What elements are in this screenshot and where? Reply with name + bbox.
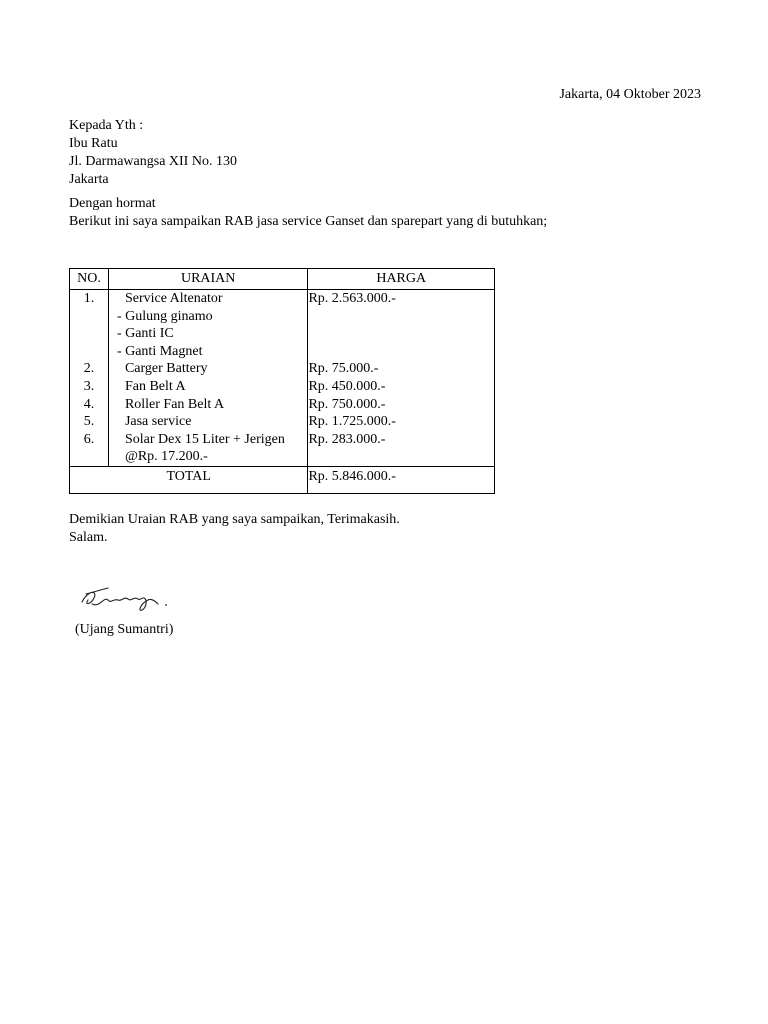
total-value: Rp. 5.846.000.-: [308, 466, 495, 493]
recipient-address: Jl. Darmawangsa XII No. 130: [69, 154, 237, 169]
letter-date: Jakarta, 04 Oktober 2023: [559, 87, 701, 102]
total-label: TOTAL: [70, 466, 308, 493]
item-no: 6.: [83, 431, 95, 447]
item-harga: Rp. 75.000.-: [308, 361, 379, 377]
rab-table: [69, 268, 495, 494]
item-harga: Rp. 750.000.-: [308, 396, 386, 412]
recipient-name: Ibu Ratu: [69, 136, 118, 151]
item-uraian: Carger Battery: [124, 361, 208, 377]
item-harga: Rp. 450.000.-: [308, 378, 386, 394]
header-no: NO.: [70, 269, 109, 290]
header-uraian: URAIAN: [108, 269, 308, 290]
item-harga: Rp. 2.563.000.-: [308, 291, 396, 306]
item-sub-uraian: - Ganti IC: [116, 326, 174, 342]
harga-column: [308, 290, 495, 467]
signer-name: (Ujang Sumantri): [75, 622, 174, 637]
table-header-row: [70, 269, 495, 290]
item-no: 1.: [83, 291, 95, 306]
item-no: 5.: [83, 414, 95, 430]
item-uraian: Roller Fan Belt A: [124, 396, 225, 412]
recipient-city: Jakarta: [69, 172, 109, 187]
item-sub-uraian: - Gulung ginamo: [116, 308, 213, 324]
item-uraian-continued: @Rp. 17.200.-: [124, 449, 208, 465]
closing-block: [69, 511, 400, 547]
recipient-block: [69, 117, 237, 189]
item-harga: Rp. 1.725.000.-: [308, 414, 396, 430]
header-harga: HARGA: [308, 269, 495, 290]
intro-block: [69, 195, 547, 231]
closing-greeting: Salam.: [69, 530, 108, 545]
uraian-column: [108, 290, 308, 467]
item-no: 3.: [83, 378, 95, 394]
item-uraian: Jasa service: [124, 414, 192, 430]
item-no: 2.: [83, 361, 95, 377]
recipient-salutation: Kepada Yth :: [69, 118, 144, 133]
item-uraian: Fan Belt A: [124, 378, 186, 394]
no-column: [70, 290, 109, 467]
item-no: 4.: [83, 396, 95, 412]
intro-paragraph: Berikut ini saya sampaikan RAB jasa service Ganset dan sparepart yang di butuhkan;: [69, 214, 548, 229]
total-row: [70, 466, 495, 493]
opening-greeting: Dengan hormat: [69, 196, 156, 211]
item-harga: Rp. 283.000.-: [308, 431, 386, 447]
item-uraian: Service Altenator: [124, 291, 223, 306]
closing-paragraph: Demikian Uraian RAB yang saya sampaikan, Terimakasih.: [69, 512, 400, 527]
table-body-row: [70, 290, 495, 467]
item-uraian: Solar Dex 15 Liter + Jerigen: [124, 431, 285, 447]
signature-image: [78, 582, 178, 616]
item-sub-uraian: - Ganti Magnet: [116, 343, 203, 359]
